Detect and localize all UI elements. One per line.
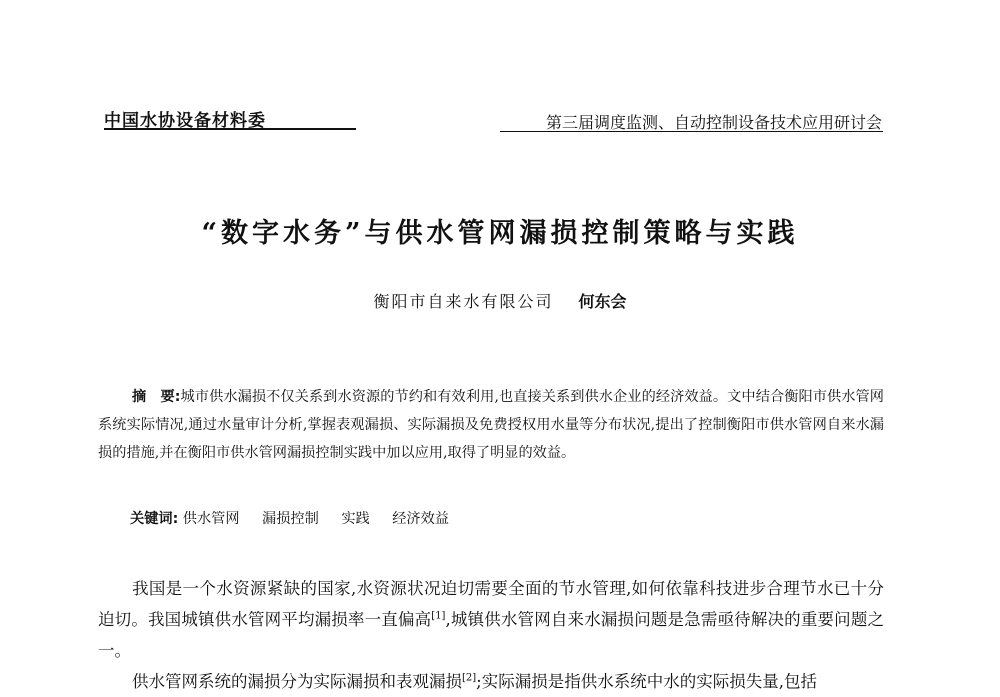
body-text [98,573,884,697]
paragraph-text: ;实际漏损是指供水系统中水的实际损失量,包括 [476,672,817,691]
author-name: 何东会 [578,292,627,311]
keyword: 经济效益 [392,511,449,527]
keyword: 供水管网 [182,511,240,527]
keywords [130,508,467,528]
paragraph [98,573,884,666]
author-line [0,289,1000,312]
paragraph-text: 我国是一个水资源紧缺的国家,水资源状况迫切需要全面的节水管理,如何依靠科技进步合理节水已十分迫切。我国城镇供水管网平均漏损率一直偏高 [98,579,884,629]
journal-header-right: 第三届调度监测、自动控制设备技术应用研讨会 [545,113,882,132]
paragraph-text: ,城镇供水管网自来水漏损问题是急需亟待解决的重要问题之一。 [98,610,884,660]
keywords-label: 关键词: [130,511,179,527]
abstract-label: 摘 要: [132,389,181,405]
keyword: 漏损控制 [262,511,319,527]
citation-ref[interactable]: [1] [431,610,446,622]
paragraph-text: 供水管网系统的漏损分为实际漏损和表观漏损 [132,672,462,691]
header-rule-right [500,131,883,132]
header-rule-left [104,128,356,130]
affiliation: 衡阳市自来水有限公司 [373,292,554,311]
paper-title: “数字水务”与供水管网漏损控制策略与实践 [201,218,799,249]
paragraph [98,666,884,697]
abstract-text: 城市供水漏损不仅关系到水资源的节约和有效利用,也直接关系到供水企业的经济效益。文中结合衡阳市供水管网系统实际情况,通过水量审计分析,掌握表观漏损、实际漏损及免费授权用水量等分布状况,提出了控制衡阳市供水管网自来水漏损的措施,并在衡阳市供水管网漏损控制实践中加以应用,取得了明显的效益。 [98,389,884,461]
keyword: 实践 [341,511,370,527]
citation-ref[interactable]: [2] [462,672,477,684]
journal-header-left: 中国水协设备材料委 [104,111,266,131]
abstract [98,383,884,467]
